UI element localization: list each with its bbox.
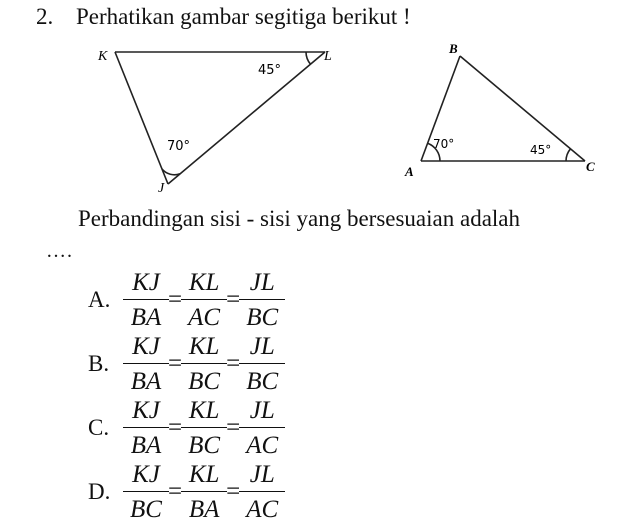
angle-label-a: 70° — [433, 137, 455, 151]
option-letter: A. — [88, 287, 111, 312]
equals-sign: = — [168, 350, 183, 377]
fraction — [242, 334, 282, 394]
fraction — [126, 398, 166, 458]
numerator: KJ — [123, 462, 169, 492]
equals-sign: = — [226, 350, 241, 377]
question-number: 2. — [36, 4, 54, 29]
side-kj — [115, 52, 168, 184]
option-letter: C. — [88, 415, 110, 440]
fraction — [126, 334, 166, 394]
fraction — [126, 462, 166, 522]
angle-label-j: 70° — [167, 139, 191, 154]
numerator: KJ — [123, 270, 169, 300]
vertex-label-l: L — [324, 49, 332, 64]
denominator: BA — [130, 368, 162, 395]
option-letter: D. — [88, 479, 111, 504]
equals-sign: = — [168, 286, 183, 313]
fraction — [184, 398, 224, 458]
triangle-figures — [0, 0, 637, 200]
fraction — [242, 398, 282, 458]
denominator: BC — [130, 496, 162, 523]
equals-sign: = — [226, 414, 241, 441]
option-b[interactable] — [88, 334, 282, 394]
denominator: AC — [246, 432, 279, 459]
option-letter: B. — [88, 351, 110, 376]
equals-sign: = — [226, 478, 241, 505]
side-bc — [460, 56, 585, 161]
question-text: Perhatikan gambar segitiga berikut ! — [76, 4, 411, 29]
denominator: BA — [130, 432, 162, 459]
denominator: BC — [246, 368, 279, 395]
angle-label-l: 45° — [258, 63, 282, 78]
vertex-label-a: A — [405, 164, 414, 179]
equals-sign: = — [168, 478, 183, 505]
numerator: JL — [239, 270, 285, 300]
denominator: BA — [188, 496, 220, 523]
triangle-klj — [115, 52, 325, 184]
angle-arc-l — [306, 52, 311, 64]
question-prompt: Perbandingan sisi - sisi yang bersesuaian adalah — [78, 206, 520, 231]
fraction — [184, 334, 224, 394]
vertex-label-k: K — [98, 49, 108, 64]
equals-sign: = — [168, 414, 183, 441]
denominator: BC — [188, 432, 221, 459]
numerator: KL — [181, 462, 227, 492]
vertex-label-j: J — [158, 181, 165, 196]
numerator: KL — [181, 270, 227, 300]
fraction — [184, 462, 224, 522]
fraction — [126, 270, 166, 330]
numerator: KJ — [123, 334, 169, 364]
option-c[interactable] — [88, 398, 282, 458]
fraction — [242, 462, 282, 522]
fraction — [242, 270, 282, 330]
numerator: JL — [239, 334, 285, 364]
denominator: AC — [246, 496, 279, 523]
side-jl — [168, 52, 325, 184]
denominator: BC — [246, 304, 279, 331]
numerator: KL — [181, 398, 227, 428]
numerator: JL — [239, 398, 285, 428]
angle-label-c: 45° — [530, 143, 552, 157]
question-ellipsis: …. — [46, 240, 73, 262]
numerator: KL — [181, 334, 227, 364]
option-d[interactable] — [88, 462, 282, 522]
angle-arc-c — [566, 149, 571, 161]
vertex-label-b: B — [449, 41, 458, 56]
vertex-label-c: C — [586, 159, 595, 174]
numerator: JL — [239, 462, 285, 492]
numerator: KJ — [123, 398, 169, 428]
option-a[interactable] — [88, 270, 282, 330]
denominator: BC — [188, 368, 221, 395]
denominator: AC — [188, 304, 221, 331]
denominator: BA — [130, 304, 162, 331]
equals-sign: = — [226, 286, 241, 313]
fraction — [184, 270, 224, 330]
